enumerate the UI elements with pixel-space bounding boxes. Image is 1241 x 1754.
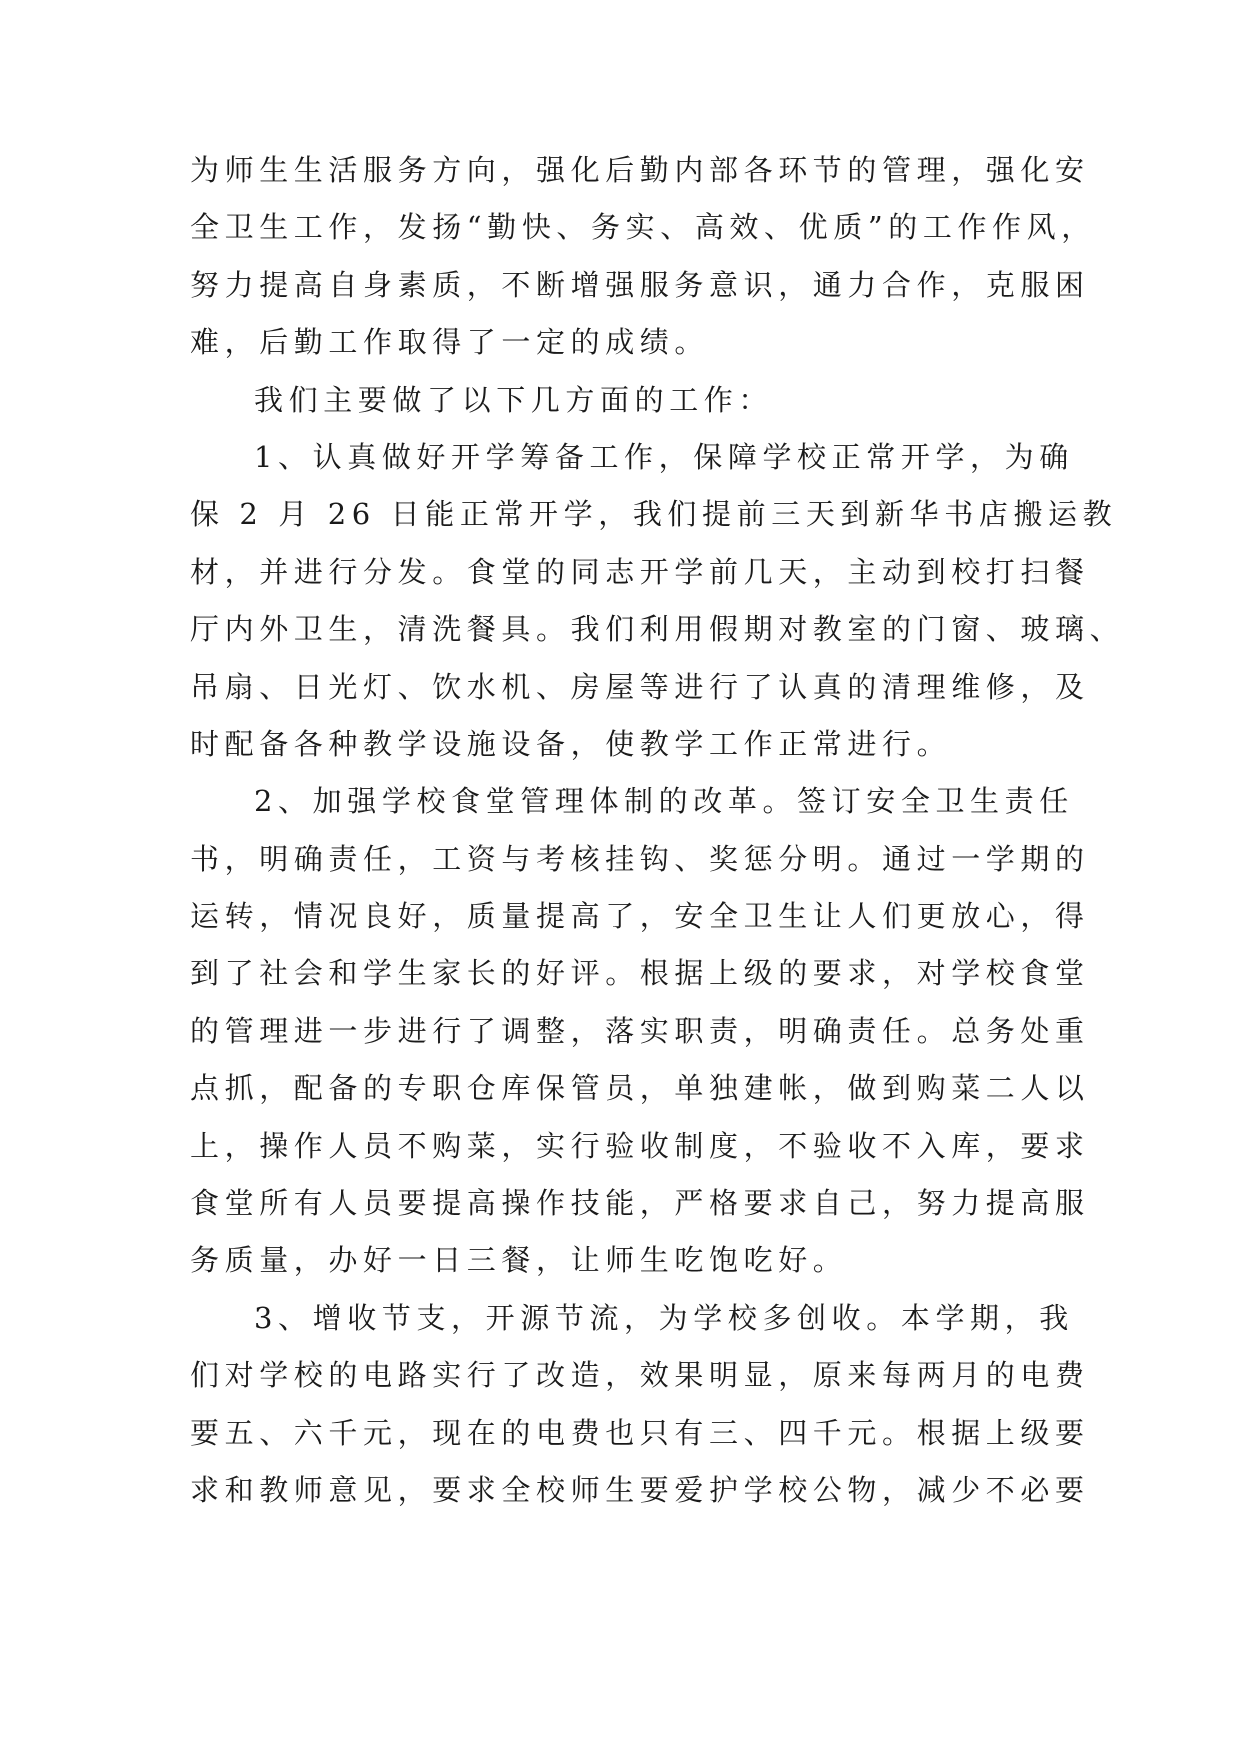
paragraph-2-start: 2、加强学校食堂管理体制的改革。签订安全卫生责任: [254, 784, 1074, 819]
text-line: 食堂所有人员要提高操作技能，严格要求自己，努力提高服: [190, 1186, 1090, 1221]
text-line: 上，操作人员不购菜，实行验收制度，不验收不入库，要求: [190, 1128, 1090, 1163]
text-line: 吊扇、日光灯、饮水机、房屋等进行了认真的清理维修，及: [190, 669, 1090, 704]
text-line: 时配备各种教学设施设备，使教学工作正常进行。: [190, 726, 952, 761]
text-line: 务质量，办好一日三餐，让师生吃饱吃好。: [190, 1243, 848, 1278]
document-body: [190, 142, 1125, 1519]
text-line: 为师生生活服务方向，强化后勤内部各环节的管理，强化安: [190, 153, 1090, 187]
text-line: 的管理进一步进行了调整，落实职责，明确责任。总务处重: [190, 1013, 1090, 1048]
text-line: 保 2 月 26 日能正常开学，我们提前三天到新华书店搬运教: [190, 497, 1118, 532]
paragraph-1-start: 1、认真做好开学筹备工作，保障学校正常开学，为确: [254, 439, 1074, 474]
text-line: 厅内外卫生，清洗餐具。我们利用假期对教室的门窗、玻璃、: [190, 612, 1125, 647]
text-line: 全卫生工作，发扬“勤快、务实、高效、优质”的工作作风，: [190, 210, 1096, 245]
text-line: 们对学校的电路实行了改造，效果明显，原来每两月的电费: [190, 1358, 1090, 1393]
text-line: 到了社会和学生家长的好评。根据上级的要求，对学校食堂: [190, 956, 1090, 991]
paragraph-3-start: 3、增收节支，开源节流，为学校多创收。本学期，我: [254, 1300, 1074, 1335]
paragraph-intro: 我们主要做了以下几方面的工作：: [254, 382, 774, 417]
text-line: 要五、六千元，现在的电费也只有三、四千元。根据上级要: [190, 1415, 1090, 1450]
text-line: 书，明确责任，工资与考核挂钩、奖惩分明。通过一学期的: [190, 841, 1090, 876]
text-line: 难，后勤工作取得了一定的成绩。: [190, 325, 710, 360]
text-line: 点抓，配备的专职仓库保管员，单独建帐，做到购菜二人以: [190, 1071, 1090, 1106]
text-line: 材，并进行分发。食堂的同志开学前几天，主动到校打扫餐: [190, 554, 1090, 589]
text-line: 运转，情况良好，质量提高了，安全卫生让人们更放心，得: [190, 899, 1090, 934]
text-line: 求和教师意见，要求全校师生要爱护学校公物，减少不必要: [190, 1472, 1090, 1507]
text-line: 努力提高自身素质，不断增强服务意识，通力合作，克服困: [190, 267, 1090, 302]
